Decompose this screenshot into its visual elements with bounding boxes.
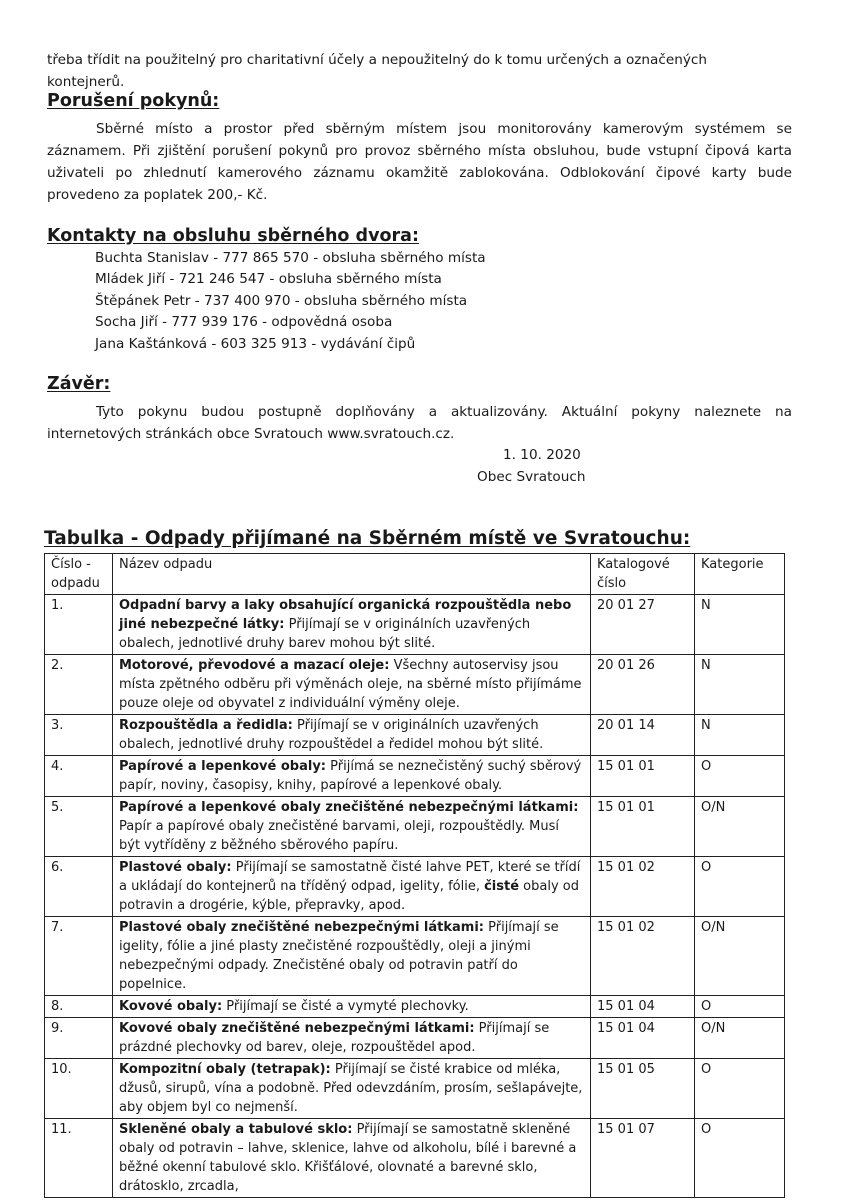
contact-item: Jana Kaštánková - 603 325 913 - vydávání čipů	[95, 335, 416, 352]
intro-line: třeba třídit na použitelný pro charitativní účely a nepoužitelný do k tomu určených a označených	[47, 52, 707, 68]
row-name-text: Přijímají se samostatně skleněné obaly od potravin – lahve, sklenice, lahve od alkoholu, bílé i barevné a běžné okenní tabulové sklo. Křišťálové, olovnaté a barevné sklo, drátosklo, zrcadla,	[119, 1122, 577, 1194]
row-catalog: 20 01 26	[591, 655, 695, 715]
row-catalog: 15 01 05	[591, 1059, 695, 1119]
table-row	[45, 996, 785, 1018]
table-row	[45, 917, 785, 996]
header-number: Číslo - odpadu	[45, 554, 113, 595]
row-number: 8.	[45, 996, 113, 1018]
conclusion-heading: Závěr:	[47, 374, 111, 394]
row-number: 7.	[45, 917, 113, 996]
row-number: 11.	[45, 1119, 113, 1198]
row-name-text: Papír a papírové obaly znečistěné barvami, oleji, rozpouštědly. Musí být vytříděny z běžného sběrového papíru.	[119, 819, 560, 853]
conclusion-text: Tyto pokynu budou postupně doplňovány a aktualizovány. Aktuální pokyny naleznete na internetových stránkách obce Svratouch www.svratouch.cz.	[47, 404, 792, 442]
row-number: 6.	[45, 857, 113, 917]
table-row	[45, 1119, 785, 1198]
row-name-bold: Rozpouštědla a ředidla:	[119, 718, 293, 733]
row-name-bold: Plastové obaly znečištěné nebezpečnými látkami:	[119, 920, 484, 935]
row-catalog: 15 01 02	[591, 857, 695, 917]
waste-table	[44, 553, 785, 1198]
row-category: N	[695, 715, 785, 756]
row-name-text: Přijímá se neznečistěný suchý sběrový papír, noviny, časopisy, knihy, papírové a lepenkové obaly.	[119, 759, 582, 793]
row-name-text: Přijímají se samostatně čisté lahve PET, které se třídí a ukládají do kontejnerů na tříděný odpad, igelity, fólie,	[119, 860, 581, 894]
row-category: O	[695, 1119, 785, 1198]
row-number: 2.	[45, 655, 113, 715]
violation-paragraph	[47, 118, 792, 206]
row-number: 1.	[45, 595, 113, 655]
violation-heading: Porušení pokynů:	[47, 91, 220, 111]
intro-paragraph	[47, 49, 792, 93]
table-row	[45, 1059, 785, 1119]
header-category: Kategorie	[695, 554, 785, 595]
row-name-text: Přijímají se čisté a vymyté plechovky.	[222, 999, 469, 1014]
row-name-text: Přijímají se prázdné plechovky od barev, oleje, rozpouštědel apod.	[119, 1021, 550, 1055]
table-row	[45, 857, 785, 917]
row-catalog: 15 01 07	[591, 1119, 695, 1198]
table-row	[45, 756, 785, 797]
row-category: O/N	[695, 917, 785, 996]
table-row	[45, 655, 785, 715]
header-name: Název odpadu	[113, 554, 591, 595]
row-category: O/N	[695, 1018, 785, 1059]
row-catalog: 20 01 27	[591, 595, 695, 655]
row-name-bold: Kovové obaly:	[119, 999, 223, 1014]
row-name	[113, 857, 591, 917]
intro-line: kontejnerů.	[47, 74, 125, 90]
row-name-text: Přijímají se v originálních uzavřených obalech, jednotlivé druhy barev mohou být slité.	[119, 617, 531, 651]
row-category: O	[695, 996, 785, 1018]
row-name	[113, 1059, 591, 1119]
row-name-text: Přijímají se čisté krabice od mléka, džusů, sirupů, vína a podobně. Před odevzdáním, prosím, sešlapávejte, aby objem byl co nejmenší.	[119, 1062, 583, 1115]
row-category: O	[695, 1059, 785, 1119]
contact-item: Buchta Stanislav - 777 865 570 - obsluha sběrného místa	[95, 250, 486, 266]
row-category: O	[695, 756, 785, 797]
row-name-bold: Skleněné obaly a tabulové sklo:	[119, 1122, 353, 1137]
conclusion-paragraph	[47, 401, 792, 445]
row-catalog: 15 01 04	[591, 1018, 695, 1059]
row-number: 3.	[45, 715, 113, 756]
contact-item: Socha Jiří - 777 939 176 - odpovědná osoba	[95, 314, 393, 331]
row-category: N	[695, 655, 785, 715]
row-name-bold: Kompozitní obaly (tetrapak):	[119, 1062, 331, 1077]
row-name-bold: Plastové obaly:	[119, 860, 232, 875]
row-name	[113, 1119, 591, 1198]
date-line: 1. 10. 2020	[503, 447, 581, 463]
row-name-bold: Kovové obaly znečištěné nebezpečnými látkami:	[119, 1021, 475, 1036]
row-name	[113, 996, 591, 1018]
row-name-text-2: obaly od potravin a drogérie, kýble, přepravky, apod.	[119, 879, 579, 913]
row-category: O	[695, 857, 785, 917]
row-name-bold: Papírové a lepenkové obaly znečištěné nebezpečnými látkami:	[119, 800, 579, 815]
row-name	[113, 756, 591, 797]
contacts-list	[95, 248, 695, 355]
row-catalog: 15 01 01	[591, 756, 695, 797]
row-catalog: 15 01 02	[591, 917, 695, 996]
row-name	[113, 797, 591, 857]
table-row	[45, 1018, 785, 1059]
contact-item: Štěpánek Petr - 737 400 970 - obsluha sběrného místa	[95, 292, 468, 309]
row-name-bold: Motorové, převodové a mazací oleje:	[119, 658, 390, 673]
row-name	[113, 1018, 591, 1059]
row-number: 4.	[45, 756, 113, 797]
contact-item: Mládek Jiří - 721 246 547 - obsluha sběrného místa	[95, 271, 442, 288]
table-heading: Tabulka - Odpady přijímané na Sběrném místě ve Svratouchu:	[44, 528, 691, 549]
row-number: 10.	[45, 1059, 113, 1119]
row-catalog: 15 01 01	[591, 797, 695, 857]
row-name	[113, 595, 591, 655]
table-header-row	[45, 554, 785, 595]
row-name-bold: Papírové a lepenkové obaly:	[119, 759, 327, 774]
row-number: 5.	[45, 797, 113, 857]
row-name	[113, 655, 591, 715]
row-category: N	[695, 595, 785, 655]
table-row	[45, 715, 785, 756]
row-category: O/N	[695, 797, 785, 857]
header-catalog: Katalogové číslo	[591, 554, 695, 595]
contacts-heading: Kontakty na obsluhu sběrného dvora:	[47, 226, 419, 246]
row-name-bold-2: čisté	[484, 879, 520, 894]
table-row	[45, 797, 785, 857]
violation-text: Sběrné místo a prostor před sběrným místem jsou monitorovány kamerovým systémem se záznamem. Při zjištění porušení pokynů pro provoz sběrného místa obsluhou, bude vstupní čipová karta uživateli po zhlednutí kamerového záznamu okamžitě zablokována. Odblokování čipové karty bude provedeno za poplatek 200,- Kč.	[47, 121, 792, 203]
row-name-text: Všechny autoservisy jsou místa zpětného odběru při výměnách oleje, na sběrné místo přijímáme pouze oleje od obyvatel z individuální výměny oleje.	[119, 658, 582, 711]
row-name-text: Přijímají se v originálních uzavřených obalech, jednotlivé druhy rozpouštědel a ředidel mohou být slité.	[119, 718, 544, 752]
row-name-text: Přijímají se igelity, fólie a jiné plasty znečistěné rozpouštědly, oleji a jinými nebezpečnými odpady. Znečistěné obaly od potravin patří do popelnice.	[119, 920, 559, 992]
row-name	[113, 917, 591, 996]
signature-line: Obec Svratouch	[477, 469, 586, 485]
row-catalog: 20 01 14	[591, 715, 695, 756]
table-row	[45, 595, 785, 655]
row-name-bold: Odpadní barvy a laky obsahující organická rozpouštědla nebo jiné nebezpečné látky:	[119, 598, 572, 632]
row-name	[113, 715, 591, 756]
row-number: 9.	[45, 1018, 113, 1059]
row-catalog: 15 01 04	[591, 996, 695, 1018]
